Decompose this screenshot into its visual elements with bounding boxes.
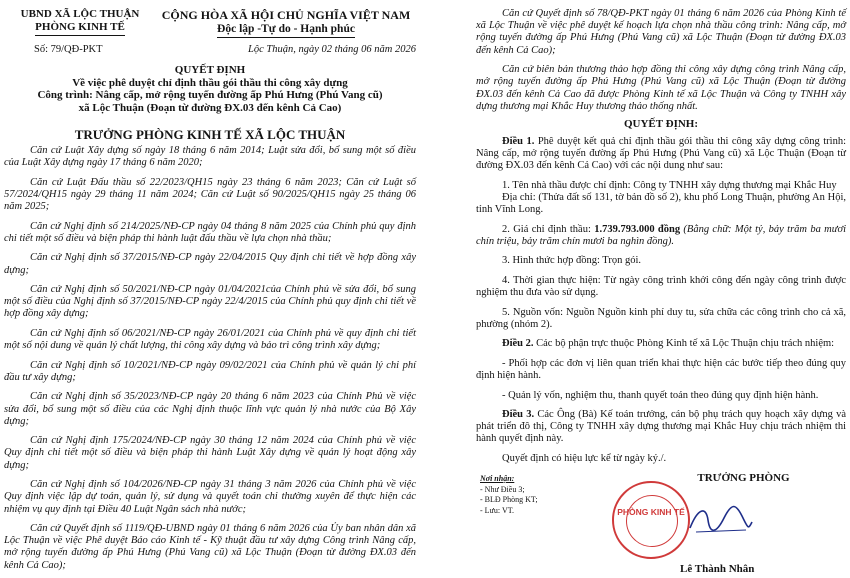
document-title [4,64,416,114]
article-1-intro: Phê duyệt kết quả chỉ định thầu gói thầu thi công xây dựng công trình: Nâng cấp, mở rộng tuyến đường ấp Phú Hưng (Phú Vang cũ) xã Lộc Thuận (Đoạn từ đường ĐX.03 đến kênh Cả Cao) với các nội dung như sau: [476,135,846,172]
recital: Căn cứ Luật Xây dựng số ngày 18 tháng 6 năm 2014; Luật sửa đổi, bổ sung một số điều của Luật Xây dựng ngày 17 tháng 6 năm 2020; [4,145,416,169]
article-2-bullet: - Quản lý vốn, nghiệm thu, thanh quyết toán theo đúng quy định hiện hành. [502,389,819,401]
recital: Căn cứ Nghị định số 10/2021/NĐ-CP ngày 09/02/2021 của Chính phủ về quản lý chi phí đầu tư xây dựng; [4,359,416,383]
recipient-item: - Lưu: VT. [480,505,515,515]
signer-title: TRƯỞNG PHÒNG [697,472,790,484]
article-2-label: Điều 2. [502,338,534,350]
recital: Căn cứ Nghị định số 214/2025/NĐ-CP ngày 04 tháng 8 năm 2025 của Chính phủ quy định chi tiết một số điều và biện pháp thi hành luật đấu thầu về lựa chọn nhà thầu; [4,220,416,244]
agency-line-2: PHÒNG KINH TẾ [35,21,125,36]
article-3 [476,409,846,446]
recital: Căn cứ Quyết định số 1119/QĐ-UBND ngày 01 tháng 6 năm 2026 của Ủy ban nhân dân xã Lộc Thuận về việc Phê duyệt Báo cáo Kinh tế - Kỹ thuật đầu tư xây dựng Công trình Nâng cấp, mở rộng tuyến đường ấp Phú Hưng (Phú Vang cũ) xã Lộc Thuận (Đoạn từ đường ĐX.03 đến kênh Cả Cao); [4,523,416,571]
decision-heading: QUYẾT ĐỊNH: [623,117,699,130]
recital: Căn cứ Nghị định 175/2024/NĐ-CP ngày 30 tháng 12 năm 2024 của Chính phủ về việc Quy định chi tiết một số điều và biện pháp thi hành Luật Xây dựng về quản lý hoạt động xây dựng; [4,435,416,471]
recital: Căn cứ Quyết định số 78/QĐ-PKT ngày 01 tháng 6 năm 2026 của Phòng Kinh tế xã Lộc Thuận về việc phê duyệt kế hoạch lựa chọn nhà thầu công trình: Nâng cấp, mở rộng tuyến đường ấp Phú Hưng (Phú Vang cũ) xã Lộc Thuận (Đoạn từ đường ĐX.03 đến kênh Cả Cao); [476,8,846,56]
article-2-bullet: - Phối hợp các đơn vị liên quan triển khai thực hiện các bước tiếp theo đúng quy định hiện hành. [476,357,846,382]
recital: Căn cứ Luật Đấu thầu số 22/2023/QH15 ngày 23 tháng 6 năm 2023; Căn cứ Luật số 57/2024/QH15 ngày 29 tháng 11 năm 2024; Căn cứ Luật số 90/2025/QH15 ngày 25 tháng 06 năm 2025; [4,176,416,213]
article-3-label: Điều 3. [502,409,535,421]
effective-clause: Quyết định có hiệu lực kể từ ngày ký./. [502,452,667,464]
stamp-text: PHÒNG KINH TẾ [617,507,685,517]
recitals-left [4,145,416,572]
document-number: Số: 79/QĐ-PKT [34,44,103,55]
article-1-label: Điều 1. [502,135,535,147]
recital: Căn cứ Nghị định số 35/2023/NĐ-CP ngày 20 tháng 6 năm 2023 của Chính Phủ về việc sửa đổi, bổ sung một số điều của các Nghị định thuộc lĩnh vực quản lý nhà nước của Bộ Xây dựng; [4,391,416,427]
recital: Căn cứ biên bản thương thảo hợp đồng thi công xây dựng công trình Nâng cấp, mở rộng tuyến đường ấp Phú Hưng (Phú Vang cũ) xã Lộc Thuận (Đoạn từ đường ĐX.03 đến kênh Cả Cao đã được Phòng Kinh tế xã Lộc Thuận và Công ty TNHH xây dựng thương mại Khắc Huy thương thảo thống nhất. [476,64,846,112]
signer-name: Lê Thành Nhân [680,563,755,575]
place-date: Lộc Thuận, ngày 02 tháng 06 năm 2026 [248,44,416,55]
title-line-1: Về việc phê duyệt chỉ định thầu gói thầu thi công xây dựng [72,76,348,89]
article-2-text: Các bộ phận trực thuộc Phòng Kinh tế xã Lộc Thuận chịu trách nhiệm: [536,338,835,350]
national-header [156,8,416,38]
price-prefix: 2. Giá chỉ định thầu: [502,223,595,235]
contract-type: 3. Hình thức hợp đồng: Trọn gói. [502,255,642,267]
recipient-item: - BLĐ Phòng KT; [480,495,538,504]
recital: Căn cứ Nghị định số 104/2026/NĐ-CP ngày 31 tháng 3 năm 2026 của Chính phủ về việc Quy định việc lập dự toán, quản lý, sử dụng và quyết toán chi thường xuyên để thực hiện các nhiệm vụ quy định tại Điều 40 Luật Ngân sách nhà nước; [4,479,416,515]
execution-time: 4. Thời gian thực hiện: Từ ngày công trình khởi công đến ngày công trình được nghiệm thu đưa vào sử dụng. [476,274,846,299]
recital: Căn cứ Nghị định số 06/2021/NĐ-CP ngày 26/01/2021 của Chính phủ về quy định chi tiết một số nội dung về quản lý chất lượng, thi công xây dựng và bảo trì công trình xây dựng; [4,327,416,352]
authority-heading: TRƯỞNG PHÒNG KINH TẾ XÃ LỘC THUẬN [74,127,346,142]
contractor-address: Địa chỉ: (Thửa đất số 131, tờ bản đồ số 2), khu phố Long Thuận, phường An Hội, tỉnh Vĩnh Long. [476,192,846,216]
recipient-item: - Như Điều 3; [480,484,525,494]
funding-source: 5. Nguồn vốn: Nguồn Nguồn kinh phí duy tu, sửa chữa các công trình cho cả xã, phường (nhóm 2). [476,306,846,330]
recital: Căn cứ Nghị định số 50/2021/NĐ-CP ngày 01/04/2021của Chính phủ về sửa đổi, bổ sung một số điều của Nghị định số 37/2015/NĐ-CP ngày 22/4/2015 của Chính phủ quy định chi tiết về hợp đồng xây dựng; [4,284,416,320]
price-in-words: (Bằng chữ: Một tỷ, bảy trăm ba mươi chín triệu, bảy trăm chín mươi ba nghìn đồng). [476,223,846,247]
title-line-2: Công trình: Nâng cấp, mở rộng tuyến đường ấp Phú Hưng (Phú Vang cũ) [37,89,383,101]
stamp-inner-ring [626,495,678,547]
handwritten-signature [686,500,756,540]
contract-price [476,224,846,248]
nation-motto: Độc lập -Tự do - Hạnh phúc [217,22,355,38]
article-3-text: Các Ông (Bà) Kế toán trưởng, cán bộ phụ trách quy hoạch xây dựng và phát triển đô thị, Công ty TNHH xây dựng thương mại Khắc Huy chịu trách nhiệm thi hành quyết định này. [476,409,847,445]
title-line-3: xã Lộc Thuận (Đoạn từ đường ĐX.03 đến kênh Cả Cao) [78,101,342,114]
contractor-name: 1. Tên nhà thầu được chỉ định: Công ty TNHH xây dựng thương mại Khắc Huy [502,179,837,191]
title-type: QUYẾT ĐỊNH [174,64,246,76]
recipients-block [480,474,620,516]
decision-body [476,8,846,465]
official-stamp [612,481,690,559]
article-1 [476,136,846,173]
recipients-heading: Nơi nhận: [480,474,515,483]
agency-line-1: UBND XÃ LỘC THUẬN [20,8,140,20]
article-2 [476,338,846,350]
nation-name: CỘNG HÒA XÃ HỘI CHỦ NGHĨA VIỆT NAM [161,8,411,22]
issuing-agency [10,8,150,36]
recital: Căn cứ Nghị định số 37/2015/NĐ-CP ngày 22/04/2015 Quy định chi tiết về hợp đồng xây dựng; [4,252,416,276]
price-amount: 1.739.793.000 đồng [594,223,681,235]
